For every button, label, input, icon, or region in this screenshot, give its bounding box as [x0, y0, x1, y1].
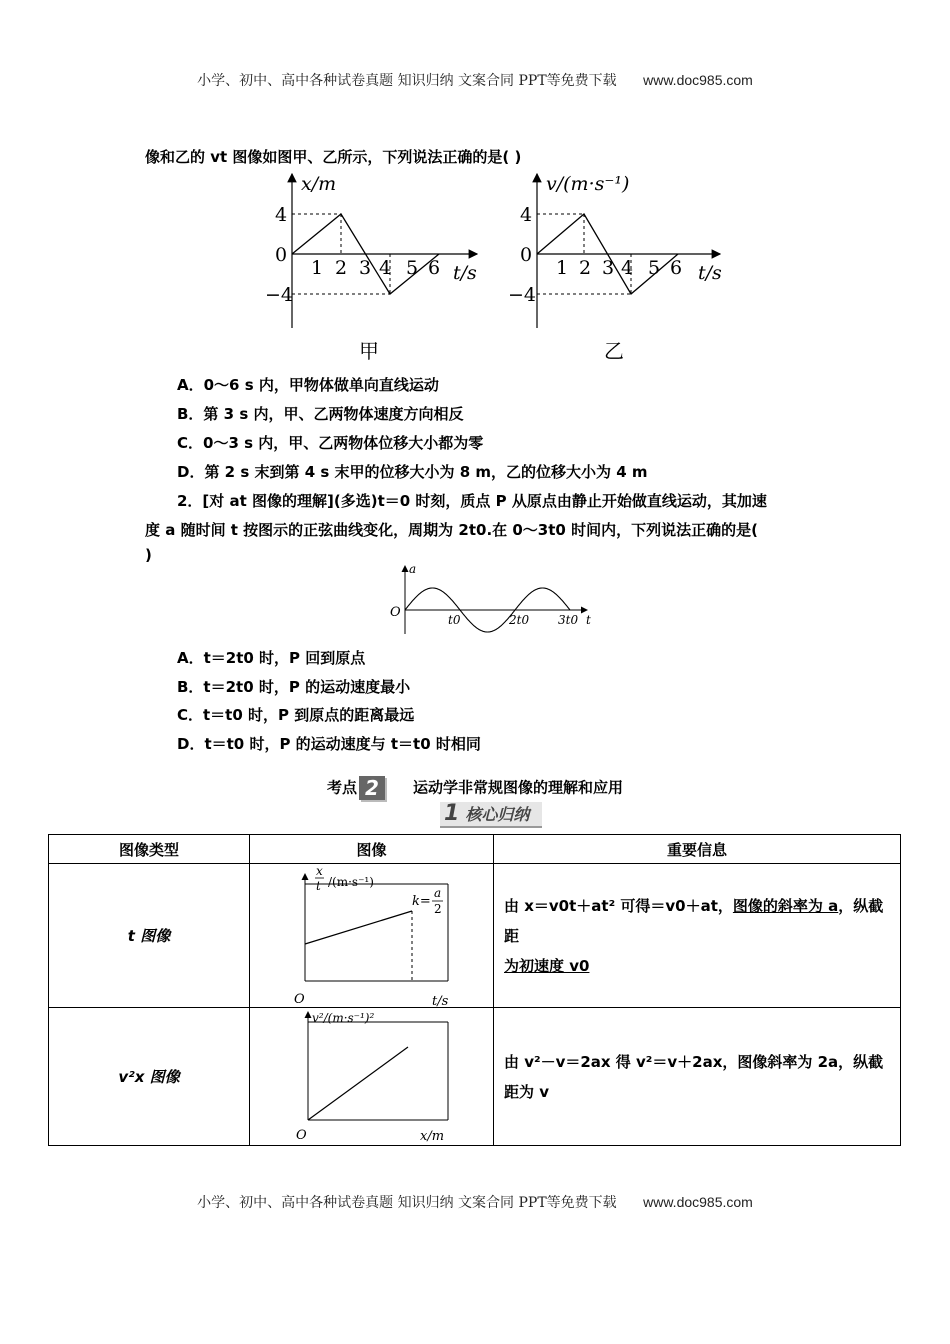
row1-info-mid: ，纵截距	[504, 896, 884, 945]
q2-stem-line3: )	[145, 546, 152, 564]
trend-line	[308, 1047, 408, 1120]
q1-option-c[interactable]: C．0～3 s 内，甲、乙两物体位移大小都为零	[177, 434, 484, 452]
row1-info-underline1: 图像的斜率为 a	[732, 896, 839, 915]
header-slogan: 小学、初中、高中各种试卷真题 知识归纳 文案合同 PPT等免费下载	[197, 73, 617, 89]
row2-graph	[250, 1008, 493, 1145]
q1-stem: 像和乙的 vt 图像如图甲、乙所示，下列说法正确的是( )	[145, 148, 522, 166]
row1-info	[494, 864, 901, 1008]
y-axis-label: v/(m·s⁻¹)	[546, 173, 630, 195]
x-tick-6: 6	[428, 257, 441, 279]
row2-graph-cell	[250, 1008, 494, 1146]
table-row	[49, 1008, 901, 1146]
x-tick-4: 4	[621, 257, 634, 279]
table-header-row	[49, 835, 901, 864]
row1-type-text: t 图像	[127, 927, 171, 945]
x-tick-3: 3	[602, 257, 615, 279]
q2-option-a[interactable]: A．t＝2t0 时，P 回到原点	[177, 649, 366, 667]
trend-line	[305, 911, 412, 944]
graph-jia	[265, 168, 495, 368]
y-tick-neg4: −4	[265, 284, 294, 306]
y-axis-label: /(m·s⁻¹)	[328, 875, 374, 889]
row2-type	[49, 1008, 250, 1146]
graph-yi	[508, 168, 738, 368]
slope-label: k=	[412, 894, 431, 909]
core-summary-label	[440, 802, 542, 828]
origin-label: O	[296, 1128, 307, 1143]
y-tick-4: 4	[520, 204, 533, 226]
page-footer	[0, 1192, 950, 1212]
x-axis-label: t	[586, 613, 591, 627]
core-text: 核心归纳	[465, 805, 530, 824]
x-tick-3: 3	[359, 257, 372, 279]
x-tick-5: 5	[648, 257, 661, 279]
y-tick-4: 4	[275, 204, 288, 226]
q2-option-b[interactable]: B．t＝2t0 时，P 的运动速度最小	[177, 678, 411, 696]
page-header	[0, 70, 950, 90]
row1-graph	[250, 864, 493, 1007]
y-axis-label: a	[409, 562, 417, 576]
q2-option-c[interactable]: C．t＝t0 时，P 到原点的距离最远	[177, 706, 415, 724]
header-graph: 图像	[250, 835, 494, 864]
x-tick-2: 2	[335, 257, 348, 279]
core-number: 1	[444, 801, 460, 826]
y-axis-label: x/m	[301, 173, 337, 195]
q2-stem-line1: 2．[对 at 图像的理解](多选)t＝0 时刻，质点 P 从原点由静止开始做直线运动，其加速	[177, 492, 767, 510]
section-prefix: 考点	[326, 778, 357, 797]
header-info: 重要信息	[494, 835, 901, 864]
x-tick-1: 1	[556, 257, 569, 279]
header-type: 图像类型	[49, 835, 250, 864]
graph-a-t	[385, 562, 600, 637]
x-axis-label: t/s	[453, 262, 477, 284]
x-tick-1: 1	[311, 257, 324, 279]
origin-label: O	[390, 605, 401, 620]
y-tick-neg4: −4	[508, 284, 537, 306]
footer-site-link[interactable]: www.doc985.com	[643, 1194, 753, 1210]
y-tick-0: 0	[520, 244, 533, 266]
x-axis-label: t/s	[432, 994, 449, 1007]
caption: 甲	[359, 339, 379, 363]
caption: 乙	[604, 339, 624, 363]
row1-info-underline2: 为初速度 v0	[504, 956, 590, 975]
q2-option-d[interactable]: D．t＝t0 时，P 的运动速度与 t＝t0 时相同	[177, 735, 481, 753]
slope-frac-a: a	[434, 886, 442, 900]
x-tick-6: 6	[670, 257, 683, 279]
slope-frac-2: 2	[434, 902, 442, 916]
frac-x: x	[316, 864, 323, 878]
row1-type	[49, 864, 250, 1008]
row1-graph-cell	[250, 864, 494, 1008]
section-title: 运动学非常规图像的理解和应用	[413, 778, 624, 797]
x-tick-t0: t0	[448, 613, 461, 627]
section-number-badge: 2	[359, 776, 385, 800]
q2-stem-line2: 度 a 随时间 t 按图示的正弦曲线变化，周期为 2t0.在 0～3t0 时间内，下列说法正确的是(	[145, 521, 758, 539]
row1-info-plain: 由 x＝v0t＋at² 可得＝v0＋at，	[504, 896, 733, 915]
graph-info-table	[48, 834, 901, 1146]
origin-label: O	[294, 992, 305, 1007]
y-axis-label: v²/(m·s⁻¹)²	[312, 1011, 375, 1025]
table-row	[49, 864, 901, 1008]
x-tick-3t0: 3t0	[558, 613, 579, 627]
header-site-link[interactable]: www.doc985.com	[643, 72, 753, 88]
q1-option-a[interactable]: A．0～6 s 内，甲物体做单向直线运动	[177, 376, 439, 394]
q1-option-d[interactable]: D．第 2 s 末到第 4 s 末甲的位移大小为 8 m，乙的位移大小为 4 m	[177, 463, 648, 481]
x-axis-label: t/s	[698, 262, 722, 284]
section-heading	[0, 776, 950, 800]
x-tick-2: 2	[579, 257, 592, 279]
q1-option-b[interactable]: B．第 3 s 内，甲、乙两物体速度方向相反	[177, 405, 464, 423]
x-tick-5: 5	[406, 257, 419, 279]
frac-t: t	[316, 879, 321, 893]
row2-info: 由 v²－v＝2ax 得 v²＝v＋2ax，图像斜率为 2a，纵截距为 v	[494, 1008, 901, 1146]
x-axis-label: x/m	[420, 1129, 445, 1144]
x-tick-2t0: 2t0	[509, 613, 530, 627]
y-tick-0: 0	[275, 244, 288, 266]
row2-type-text: v²x 图像	[118, 1068, 180, 1086]
footer-slogan: 小学、初中、高中各种试卷真题 知识归纳 文案合同 PPT等免费下载	[197, 1195, 617, 1211]
x-tick-4: 4	[379, 257, 392, 279]
